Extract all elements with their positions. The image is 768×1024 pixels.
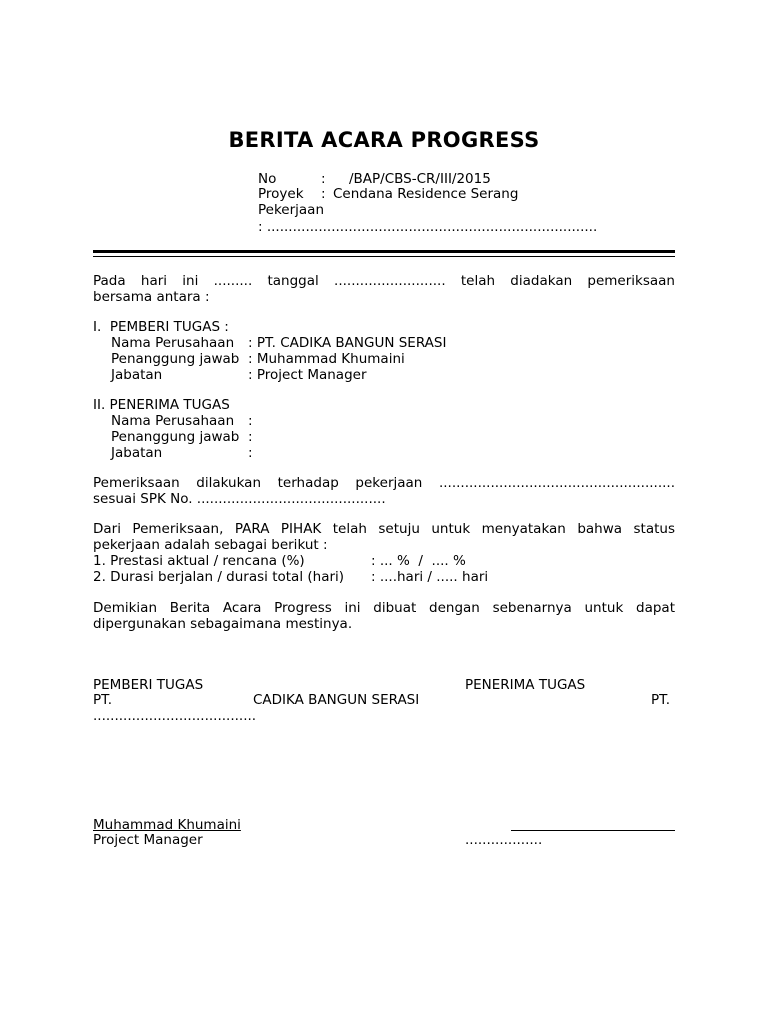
proyek-value: Cendana Residence Serang — [333, 186, 519, 202]
pemberi-jabatan-label: Jabatan — [111, 367, 163, 383]
pemberi-pj-value: : Muhammad Khumaini — [248, 351, 405, 367]
penerima-jabatan-value: : — [248, 445, 253, 461]
pekerjaan-label: Pekerjaan — [258, 202, 325, 218]
signature-right-company-dots: ...................................... — [93, 708, 257, 724]
signature-right-line — [511, 830, 675, 831]
status-line-1: Dari Pemeriksaan, PARA PIHAK telah setuju untuk menyatakan bahwa status — [93, 521, 675, 537]
penerima-pj-value: : — [248, 429, 253, 445]
no-value: /BAP/CBS-CR/III/2015 — [349, 171, 491, 187]
closing-line-2: dipergunakan sebagaimana mestinya. — [93, 616, 353, 632]
signature-right-pt: PT. — [651, 692, 671, 708]
signature-right-heading: PENERIMA TUGAS — [465, 677, 586, 693]
status-item-2-value: : ....hari / ..... hari — [371, 569, 489, 585]
penerima-nama-label: Nama Perusahaan — [111, 413, 235, 429]
intro-line-2: bersama antara : — [93, 289, 210, 305]
intro-line-1: Pada hari ini ......... tanggal .......................... telah diadakan pemeriksaan — [93, 273, 675, 289]
penerima-nama-value: : — [248, 413, 253, 429]
proyek-label: Proyek — [258, 186, 304, 202]
document-title: BERITA ACARA PROGRESS — [228, 128, 540, 152]
status-item-2-label: 2. Durasi berjalan / durasi total (hari) — [93, 569, 345, 585]
pemberi-nama-value: : PT. CADIKA BANGUN SERASI — [248, 335, 447, 351]
pemberi-pj-label: Penanggung jawab — [111, 351, 240, 367]
status-line-2: pekerjaan adalah sebagai berikut : — [93, 537, 328, 553]
signature-left-company: CADIKA BANGUN SERASI — [253, 692, 420, 708]
pemberi-heading: I. PEMBERI TUGAS : — [93, 319, 229, 335]
pemberi-nama-label: Nama Perusahaan — [111, 335, 235, 351]
header-divider-thin — [93, 256, 675, 257]
no-separator: : — [321, 171, 326, 187]
status-item-1-label: 1. Prestasi aktual / rencana (%) — [93, 553, 305, 569]
pemeriksaan-line-2: sesuai SPK No. ............................................ — [93, 491, 386, 507]
pekerjaan-value: : ............................................................................. — [258, 219, 598, 235]
penerima-pj-label: Penanggung jawab — [111, 429, 240, 445]
pemberi-jabatan-value: : Project Manager — [248, 367, 367, 383]
no-label: No — [258, 171, 277, 187]
signature-left-name: Muhammad Khumaini — [93, 817, 241, 833]
signature-left-heading: PEMBERI TUGAS — [93, 677, 204, 693]
signature-left-pt: PT. — [93, 692, 113, 708]
proyek-separator: : — [321, 186, 326, 202]
pemeriksaan-line-1: Pemeriksaan dilakukan terhadap pekerjaan ....................................................... — [93, 475, 675, 491]
status-item-1-value: : ... % / .... % — [371, 553, 466, 569]
signature-right-title-dots: .................. — [465, 832, 543, 848]
penerima-jabatan-label: Jabatan — [111, 445, 163, 461]
header-divider-thick — [93, 250, 675, 253]
penerima-heading: II. PENERIMA TUGAS — [93, 397, 230, 413]
closing-line-1: Demikian Berita Acara Progress ini dibuat dengan sebenarnya untuk dapat — [93, 600, 675, 616]
signature-left-title: Project Manager — [93, 832, 203, 848]
